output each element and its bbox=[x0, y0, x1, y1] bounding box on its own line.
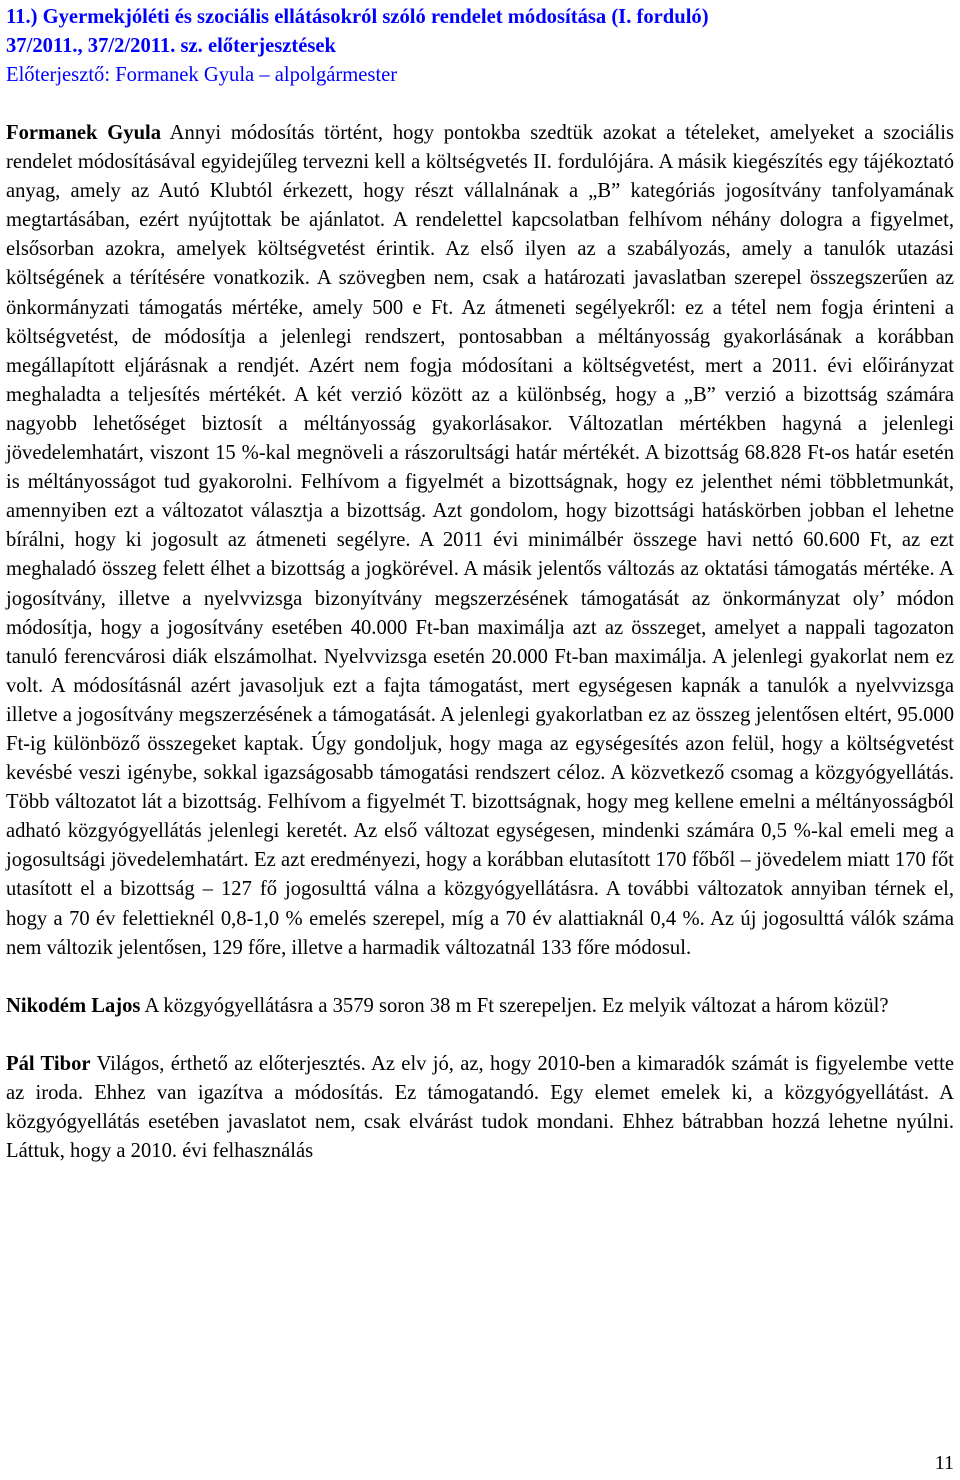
heading-reference: 37/2011., 37/2/2011. sz. előterjesztések bbox=[6, 35, 337, 57]
agenda-heading bbox=[6, 3, 954, 61]
speaker-name: Nikodém Lajos bbox=[6, 994, 141, 1017]
presenter-line: Előterjesztő: Formanek Gyula – alpolgármester bbox=[6, 64, 398, 86]
paragraph-text: Annyi módosítás történt, hogy pontokba szedtük azokat a tételeket, amelyeket a szociális rendelet módosításával egyidejűleg tervezni kell a költségvetés II. fordulójára. A másik kiegészítés egy tájékoztató anyag, amely az Autó Klubtól érkezett, hogy részt vállalnának a „B” kategóriás jogosítvány tanfolyamának megtartásában, ezért nyújtottak be ajánlatot. A rendelettel kapcsolatban felhívom néhány dologra a figyelmet, elsősorban azokra, amelyek költségvetést érintik. Az első ilyen az a szabályozás, amely a tanulók utazási költségének a térítésére vonatkozik. A szövegben nem, csak a határozati javaslatban szerepel összegszerűen az önkormányzati támogatás mértéke, amely 500 e Ft. Az átmeneti segélyekről: ez a tétel nem fogja érinteni a költségvetést, de módosítja a jelenlegi rendszert, pontosabban a méltányosság gyakorlásának a korábban megállapított eljárásnak a rendjét. Azért nem fogja módosítani a költségvetést, mert a 2011. évi előirányzat meghaladta a teljesítés mértékét. A két verzió között az a különbség, hogy a „B” verzió a bizottság számára nagyobb lehetőséget biztosít a méltányosság gyakorlásakor. Változatlan mértékben hagyná a jelenlegi jövedelemhatárt, viszont 15 %-kal megnöveli a rászorultsági határ mértékét. A bizottság 68.828 Ft-os határ esetén is méltányosságot tud gyakorolni. Felhívom a figyelmét a bizottságnak, hogy ez jelenthet némi többletmunkát, amennyiben ezt a változatot választja a bizottság. Azt gondolom, hogy bizottsági hatáskörben jobban el lehetne bírálni, hogy ki jogosult az átmeneti segélyre. A 2011 évi minimálbér összege havi nettó 60.600 Ft, az ezt meghaladó összeg felett élhet a bizottság a jogkörével. A másik jelentős változás az oktatási támogatás mértéke. A jogosítvány, illetve a nyelvvizsga bizonyítvány megszerzésének támogatását az önkormányzat oly’ módon módosítja, hogy a jogosítvány esetében 40.000 Ft-ban maximálja azt az összeget, amelyet a nappali tagozaton tanuló ferencvárosi diák elszámolhat. Nyelvvizsga esetén 20.000 Ft-ban maximálja. A jelenlegi gyakorlat nem ez volt. A módosításnál azért javasoljuk ezt a fajta támogatást, mert egységesen kapnák a tanulók a nyelvvizsga illetve a jogosítvány megszerzésének a támogatását. A jelenlegi gyakorlatban ez az összeg jelentősen eltért, 95.000 Ft-ig különböző összegeket kaptak. Úgy gondoljuk, hogy maga az egységesítés azon felül, hogy a költségvetést kevésbé veszi igénybe, sokkal igazságosabb támogatási rendszert céloz. A közvetkező csomag a közgyógyellátás. Több változatot lát a bizottság. Felhívom a figyelmét T. bizottságnak, hogy meg kellene emelni a méltányosságból adható közgyógyellátás jelenlegi keretét. Az első változat egységesen, mindenki számára 0,5 %-kal emeli meg a jogosultsági jövedelemhatárt. Ez azt eredményezi, hogy a korábban elutasított 170 főből – jövedelem miatt 170 főt utasított el a bizottság – 127 fő jogosulttá válna a közgyógyellátásra. A további változatok annyiban térnek el, hogy a 70 év felettieknél 0,8-1,0 % emelés szerepel, míg a 70 év alattiaknál 0,4 %. Az új jogosulttá válók száma nem változik jelentősen, 129 főre, illetve a harmadik változatnál 133 főre módosul. bbox=[6, 122, 954, 959]
speaker-name: Formanek Gyula bbox=[6, 122, 162, 144]
paragraph-pal bbox=[6, 1050, 954, 1166]
document-page bbox=[6, 0, 954, 1166]
heading-title: 11.) Gyermekjóléti és szociális ellátásokról szóló rendelet módosítása (I. forduló) bbox=[6, 6, 709, 28]
paragraph-text: Világos, érthető az előterjesztés. Az elv jó, az, hogy 2010-ben a kimaradók számát is figyelembe vette az iroda. Ehhez van igazítva a módosítás. Ez támogatandó. Egy elemet emelek ki, a közgyógyellátást. A közgyógyellátás esetében javaslatot nem, csak elvárást tudok mondani. Ehhez bátrabban hozzá lehetne nyúlni. Láttuk, hogy a 2010. évi felhasználás bbox=[6, 1052, 954, 1163]
page-number: 11 bbox=[934, 1452, 954, 1474]
paragraph-nikodem bbox=[6, 992, 954, 1021]
speaker-name: Pál Tibor bbox=[6, 1052, 91, 1075]
paragraph-text: A közgyógyellátásra a 3579 soron 38 m Ft szerepeljen. Ez melyik változat a három közül? bbox=[140, 994, 889, 1017]
paragraph-formanek bbox=[6, 119, 954, 963]
